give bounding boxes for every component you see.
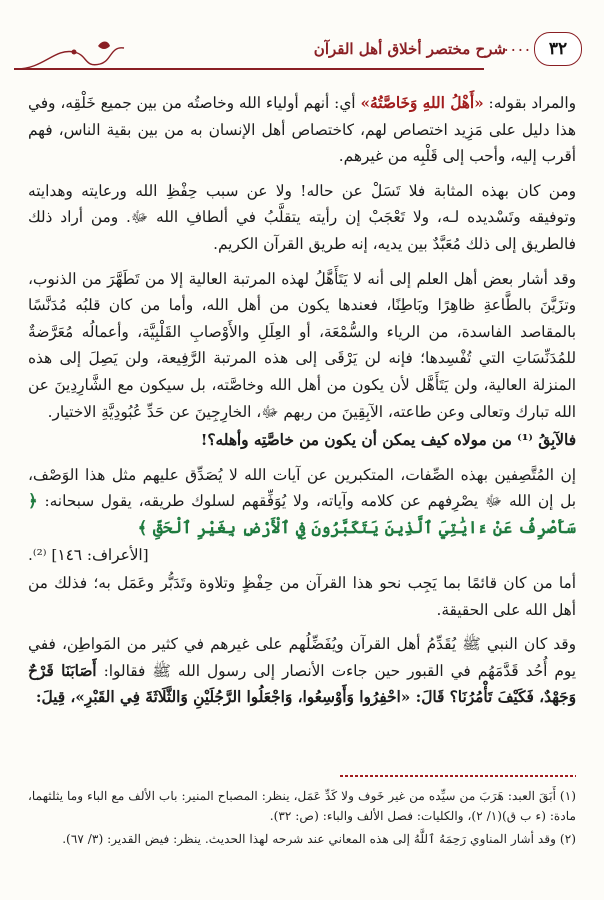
hadith-quote: «أَهْلُ اللهِ وَخَاصَّتُهُ»	[360, 94, 484, 112]
paragraph-2: ومن كان بهذه المثابة فلا تَسَلْ عن حاله! ولا عن سبب حِفْظِ الله ورعايته وهدايته وتوفيقه وتَسْديده لـه، ولا تَعْجَبْ إن رأيته يتقلَّبُ في ألطافِ الله ﷻ. ومن أراد ذلك فالطريق إلى ذلك مُعَبَّدٌ بين يديه، إنه طريق القرآن الكريم.	[28, 181, 576, 253]
paragraph-6: أما من كان قائمًا بما يَجِب نحو هذا القرآن من حِفْظٍ وتلاوة وتَدَبُّر وعَمَل به؛ فذلك من أهل الله على الحقيقة.	[28, 574, 576, 619]
footnote-separator	[340, 773, 576, 779]
footnote-1: (١) أَبَقَ العبد: هَرَبَ من سيِّده من غير خَوف ولا كَدِّ عَمَل، ينظر: المصباح المنير: باب الألف مع الباء وما يثلثهما، مادة: (ء ب ق)(١/ ٢)، والكليات: فصل الألف والباء: (ص: ٣٢).	[28, 789, 576, 823]
page-header	[14, 38, 584, 78]
running-title: شرح مختصر أخلاق أهل القرآن	[313, 40, 506, 58]
header-dots: ....	[503, 36, 532, 55]
page-number: ٣٢	[534, 32, 582, 66]
main-text	[28, 90, 576, 719]
paragraph-1: والمراد بقوله: «أَهْلُ اللهِ وَخَاصَّتُهُ» أي: أنهم أولياء الله وخاصتُه من بين جميع خَلْقِه، وفي هذا دليل على مَزِيد اختصاص لهم، كاختصاص أهل الإنسان به من بين بقية الناس، فهم أقرب إليه، وأحب إلى قَلْبِه من غيرهم.	[28, 94, 576, 166]
hadith-quote-2: أَصَابَنَا قَرْحٌ وَجَهْدٌ، فَكَيْفَ تَأْمُرُنَا؟ قَالَ: «احْفِرُوا وَأَوْسِعُوا، وَاجْعَلُوا الرَّجُلَيْنِ وَالثَّلَاثَةَ فِي القَبْرِ»، قِيلَ:	[28, 661, 576, 707]
paragraph-3: وقد أشار بعض أهل العلم إلى أنه لا يَتَأَهَّلُ لهذه المرتبة العالية إلا من تَطَهَّرَ من الذنوب، وتزَيَّنَ بالطَّاعةِ ظاهِرًا وبَاطِنًا، فعندها يكون من أهل الله، وأما من كان قلبُه مُدَنَّسًا بالمقاصد الفاسدة، من الرياء والسُّمْعَة، أو العِلَلِ والأَوْصابِ القَلْبِيَّة، وأعمالُه مُعَرَّضةٌ للمُدَنِّسَاتِ التي تُفْسِدها؛ فإنه لن يَرْقَى إلى هذه المرتبة الرَّفِيعة، ولن يَصِلَ إلى هذه المنزلة العالية، ولن يَتَأَهَّل لأن يكون من أهل الله وخاصَّته، بل سيكون مع الشَّارِدِينَ عن الله تبارك وتعالى وعن طاعته، الآبِقِينَ من ربهم ﷻ، الخارِجِينَ عن حَدِّ عُبُودِيَّةِ الاختيار.	[28, 269, 576, 421]
footnotes	[28, 786, 576, 852]
header-rule	[14, 68, 484, 70]
footnote-2: (٢) وقد أشار المناوي رَحِمَهُ ٱللَّهُ إلى هذه المعاني عند شرحه لهذا الحديث. ينظر: فيض القدير: (٣/ ٦٧).	[62, 832, 576, 846]
verse-reference: [الأعراف: ١٤٦] ⁽²⁾.	[28, 545, 149, 564]
paragraph-4: فالآبِقُ ⁽¹⁾ من مولاه كيف يمكن أن يكون من خاصَّتِه وأهله؟!	[200, 431, 576, 450]
paragraph-5: إن المُتَّصِفين بهذه الصِّفات، المتكبرين عن آيات الله لا يُصَدِّق عليهم مثل هذا الوَصْف، بل إن الله ﷻ يصْرِفهم عن كلامه وآياته، ولا يُوَفِّقهم لسلوك طريقه، يقول سبحانه: ﴿ سَأَصْرِفُ عَنْ ءَايَٰتِيَ ٱلَّذِينَ يَتَكَبَّرُونَ فِي ٱلْأَرْضِ بِغَيْرِ ٱلْحَقِّ ﴾ [الأعراف: ١٤٦] ⁽²⁾.	[28, 462, 576, 568]
ornament-icon	[14, 38, 134, 72]
quran-verse: ﴿ سَأَصْرِفُ عَنْ ءَايَٰتِيَ ٱلَّذِينَ يَتَكَبَّرُونَ فِي ٱلْأَرْضِ بِغَيْرِ ٱلْحَقِّ ﴾	[28, 491, 576, 537]
paragraph-7: وقد كان النبي ﷺ يُقَدِّمُ أهل القرآن ويُفَضِّلُهم على غيرهم في كثير من المَواطِن، ففي يوم أُحُد قَدَّمَهُم في القبور حين جاءت الأنصار إلى رسول الله ﷺ فقالوا: أَصَابَنَا قَرْحٌ وَجَهْدٌ، فَكَيْفَ تَأْمُرُنَا؟ قَالَ: «احْفِرُوا وَأَوْسِعُوا، وَاجْعَلُوا الرَّجُلَيْنِ وَالثَّلَاثَةَ فِي القَبْرِ»، قِيلَ:	[28, 635, 576, 707]
